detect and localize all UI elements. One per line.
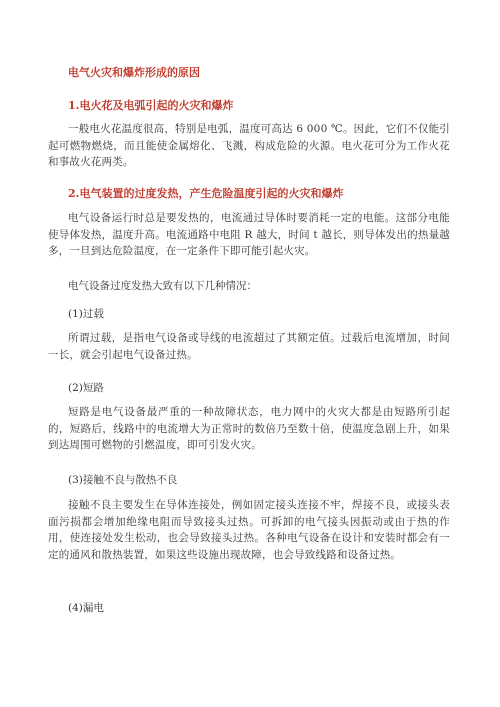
item-label-short-circuit: (2)短路 — [68, 382, 104, 394]
page-title: 电气火灾和爆炸形成的原因 — [68, 66, 200, 79]
item-text-short-circuit: 短路是电气设备最严重的一种故障状态，电力网中的火灾大都是由短路所引起的，短路后，线路中的电流增大为正常时的数倍乃至数十倍，使温度急剧上升，如果到达周围可燃物的引燃温度，即可引发火灾。 — [48, 406, 450, 451]
item-label-leakage: (4)漏电 — [68, 602, 104, 614]
section-2-paragraph: 电气设备运行时总是要发热的，电流通过导体时要消耗一定的电能。这部分电能使导体发热，温度升高。电流通路中电阻 R 越大，时间 t 越长，则导体发出的热量越多，一旦到达危险温度，在一定条件下即可能引起火灾。 — [48, 212, 450, 257]
item-label-overload: (1)过载 — [68, 308, 104, 320]
section-heading-2: 2.电气装置的过度发热，产生危险温度引起的火灾和爆炸 — [68, 187, 344, 200]
section-1-paragraph: 一般电火花温度很高，特别是电弧，温度可高达 6 000 ℃。因此，它们不仅能引起可燃物燃烧，而且能使金属熔化、飞溅，构成危险的火源。电火花可分为工作火花和事故火花两类。 — [48, 123, 450, 168]
section-heading-1: 1.电火花及电弧引起的火灾和爆炸 — [68, 99, 234, 112]
item-label-poor-contact: (3)接触不良与散热不良 — [68, 474, 178, 486]
overheat-intro: 电气设备过度发热大致有以下几种情况： — [68, 280, 257, 292]
item-text-poor-contact: 接触不良主要发生在导体连接处，例如固定接头连接不牢，焊接不良，或接头表面污损都会增加绝缘电阻而导致接头过热。可拆卸的电气接头因振动或由于热的作 用，使连接处发生松动，也会导致接头过热。各种电气设备在设计和安装时都会有一定的通风和散热装置，如果这些设施出现故障，也会导致线路和设备过热。 — [48, 499, 450, 561]
item-text-overload: 所谓过载，是指电气设备或导线的电流超过了其额定值。过载后电流增加，时间一长，就会引起电气设备过热。 — [48, 332, 450, 361]
